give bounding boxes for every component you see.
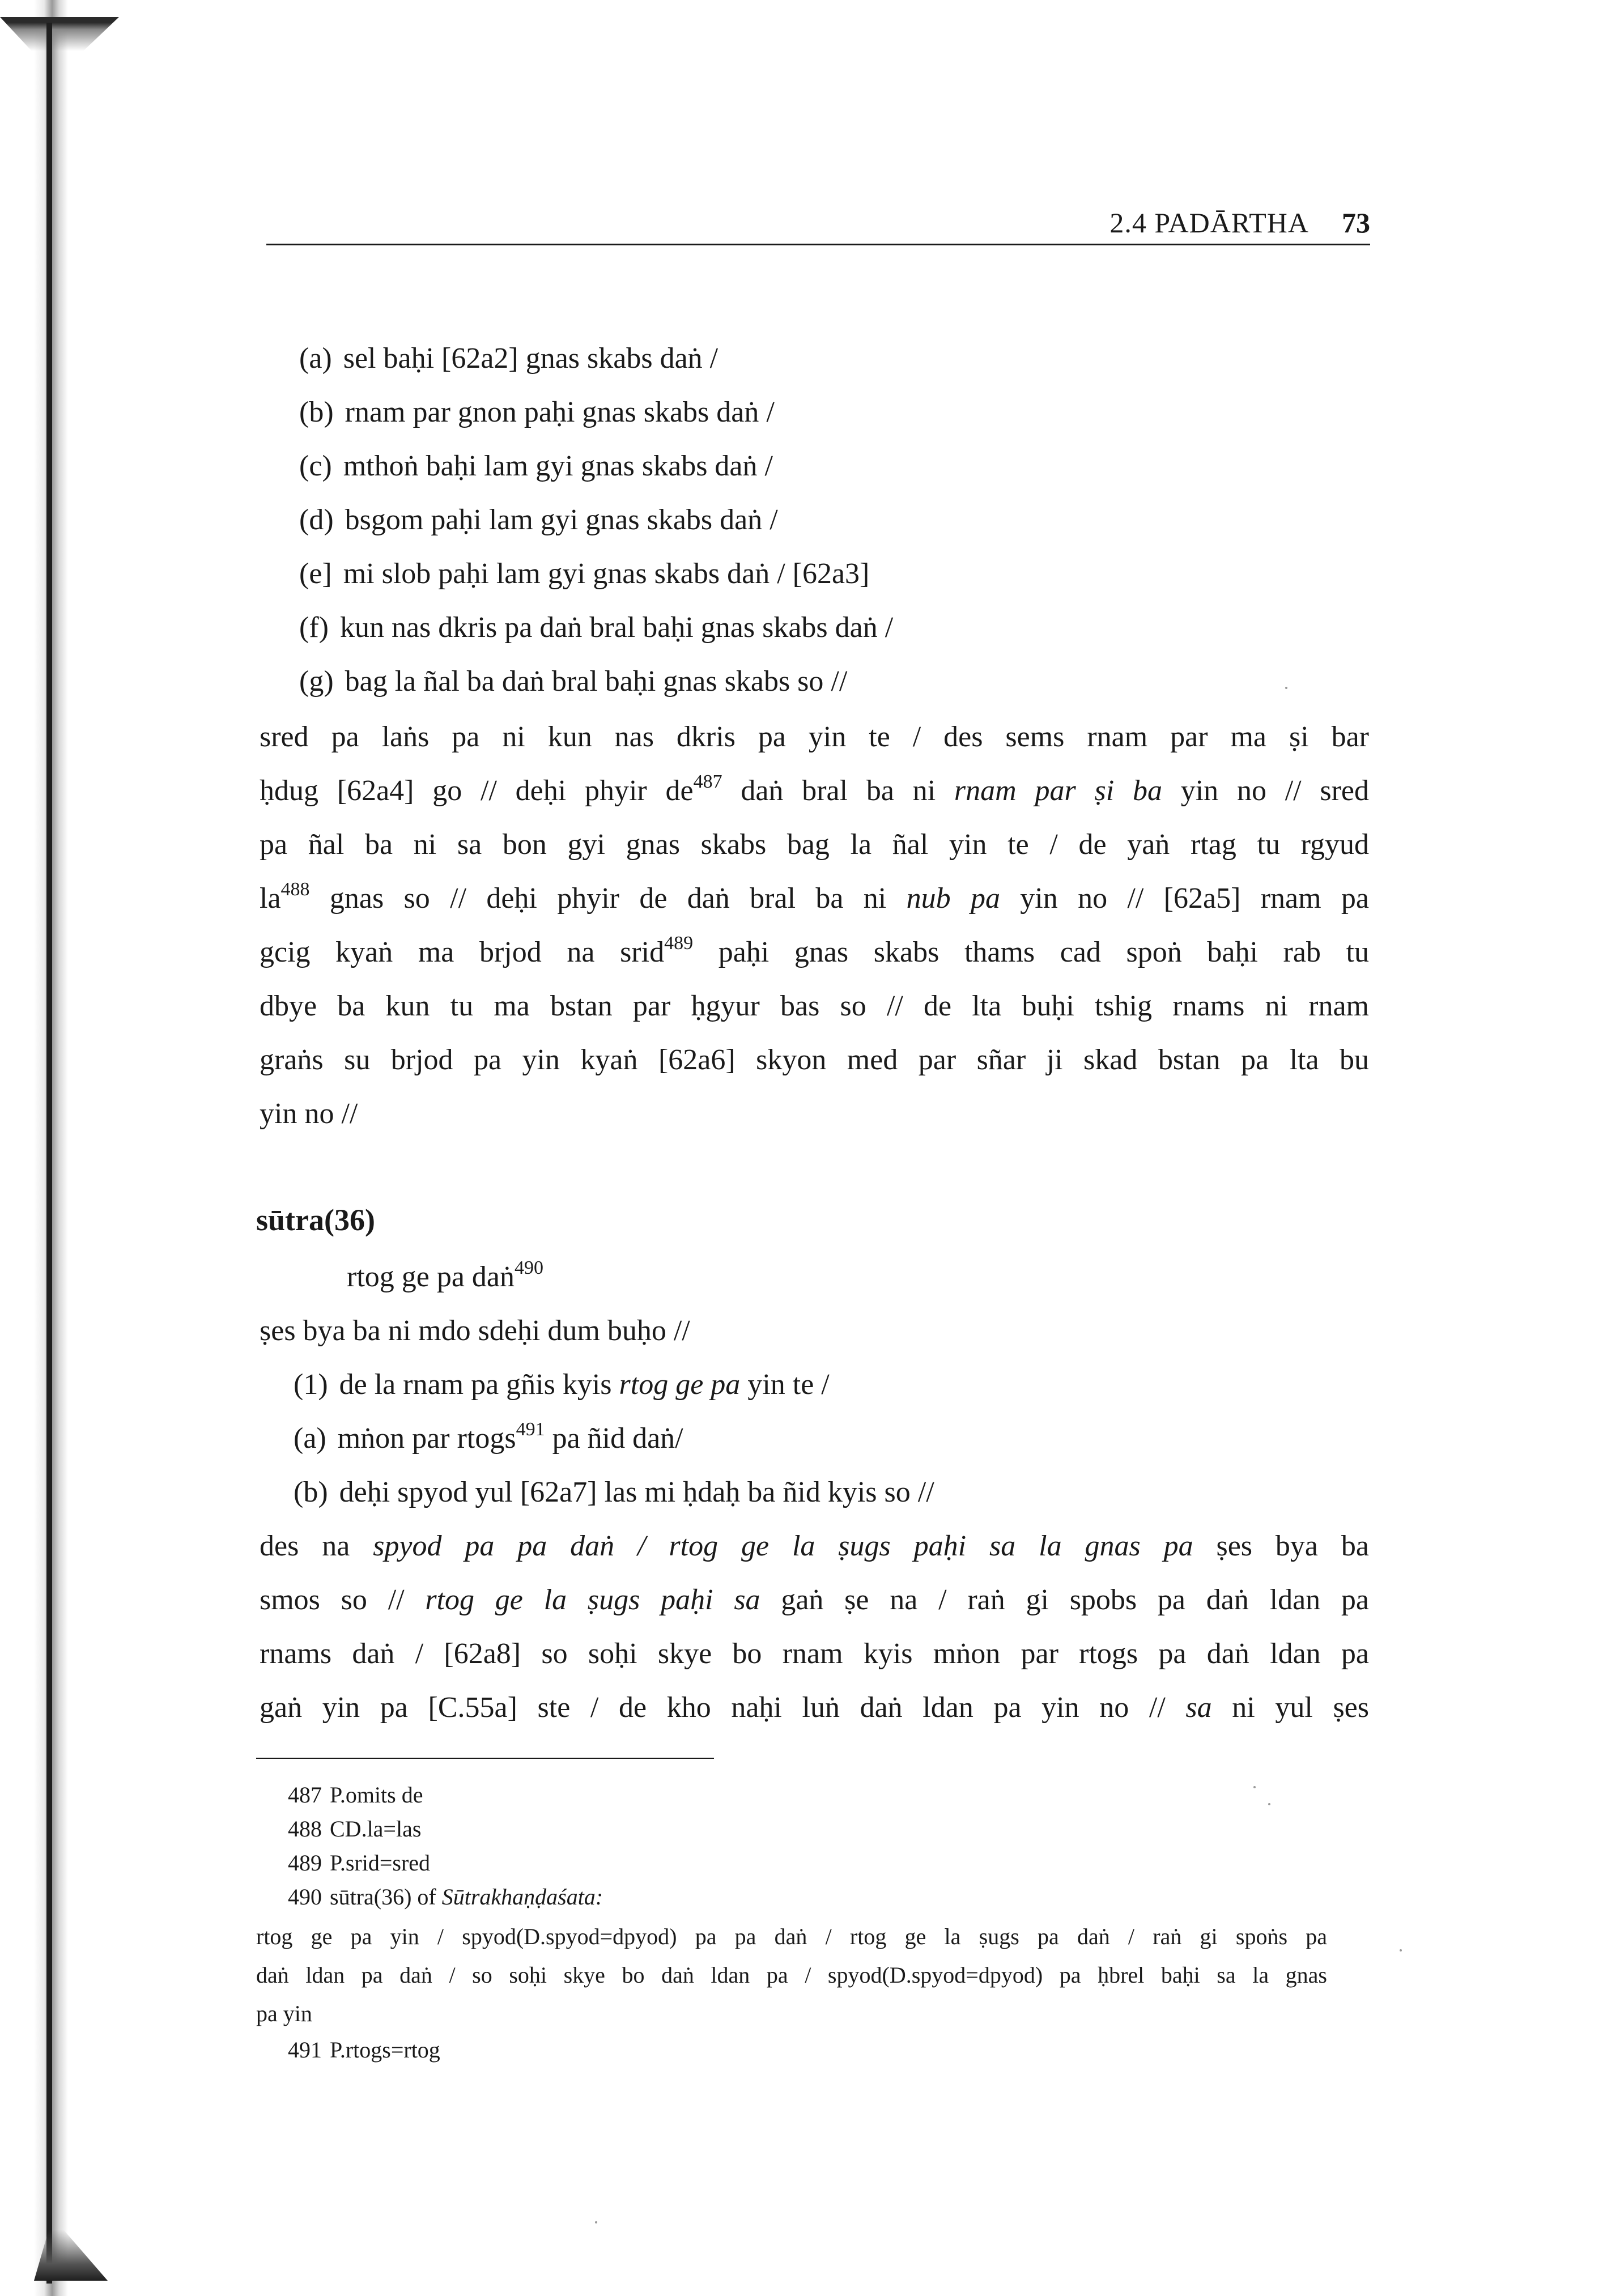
text-span: ṣes bya ba <box>1193 1530 1369 1562</box>
text-span: paḥi gnas skabs thams cad spoṅ baḥi rab tu <box>693 936 1370 968</box>
scan-speck <box>1268 1803 1270 1805</box>
running-header <box>266 204 1370 245</box>
text-span: gaṅ ṣe na / raṅ gi spobs pa daṅ ldan pa <box>760 1584 1369 1616</box>
footnote-ref: 487 <box>693 771 722 792</box>
footnote <box>288 1852 430 1874</box>
body-line <box>260 1693 1369 1723</box>
footnote-text: P.srid=sred <box>330 1850 431 1876</box>
item-label: (b) <box>299 396 334 428</box>
list-item <box>294 1478 934 1507</box>
text-span: ni yul ṣes <box>1211 1691 1369 1724</box>
text-span: des na <box>260 1530 373 1562</box>
scan-speck <box>1400 1949 1402 1951</box>
text-span: gnas so // deḥi phyir de daṅ bral ba ni <box>309 882 907 915</box>
item-text: bsgom paḥi lam gyi gnas skabs daṅ / <box>345 504 778 536</box>
text-span: yin te / <box>740 1368 830 1401</box>
footnote-number: 490 <box>288 1884 322 1910</box>
item-text: mi slob paḥi lam gyi gnas skabs daṅ / [62a3] <box>343 558 870 590</box>
footnote-rule <box>256 1758 714 1759</box>
body-line: pa ñal ba ni sa bon gyi gnas skabs bag la ñal yin te / de yaṅ rtag tu rgyud <box>260 828 1369 861</box>
list-item <box>299 398 775 427</box>
body-line <box>260 771 1370 807</box>
text-span: yin no // [62a5] rnam pa <box>1000 882 1369 915</box>
list-item <box>294 1370 830 1400</box>
italic-term: nub pa <box>906 882 1000 915</box>
list-item <box>299 559 869 589</box>
text-span: pa ñid daṅ/ <box>545 1422 683 1455</box>
list-item <box>299 452 773 481</box>
italic-term: spyod pa pa daṅ / rtog ge la ṣugs paḥi sa la gnas pa <box>373 1530 1193 1562</box>
text-span: la <box>260 882 281 915</box>
item-label: (b) <box>294 1476 328 1508</box>
italic-term: sa <box>1185 1691 1212 1724</box>
text-span: de la rnam pa gñis kyis <box>339 1368 619 1401</box>
footnote-continuation: daṅ ldan pa daṅ / so soḥi skye bo daṅ ldan pa / spyod(D.spyod=dpyod) pa ḥbrel baḥi sa la gnas <box>256 1962 1327 1988</box>
list-item <box>294 1419 683 1455</box>
binding-shadow <box>0 0 68 2296</box>
text-span: yin no // sred <box>1162 775 1370 807</box>
footnote-number: 491 <box>288 2037 322 2063</box>
list-item <box>299 505 778 535</box>
body-line <box>260 879 1369 915</box>
footnote <box>288 1818 421 1840</box>
body-line: graṅs su brjod pa yin kyaṅ [62a6] skyon med par sñar ji skad bstan pa lta bu <box>260 1044 1369 1076</box>
item-label: (a) <box>294 1422 326 1455</box>
item-text: sel baḥi [62a2] gnas skabs daṅ / <box>343 342 719 375</box>
item-text: mthoṅ baḥi lam gyi gnas skabs daṅ / <box>343 450 773 482</box>
item-label: (f) <box>299 611 329 644</box>
footnote <box>288 1886 603 1908</box>
body-line <box>260 1585 1369 1615</box>
body-line: yin no // <box>260 1098 358 1130</box>
footnote-ref: 488 <box>280 879 310 900</box>
item-text: rnam par gnon paḥi gnas skabs daṅ / <box>345 396 775 428</box>
italic-term: rtog ge la ṣugs paḥi sa <box>425 1584 760 1616</box>
footnote-text: CD.la=las <box>330 1816 422 1842</box>
binding-edge-rule <box>46 23 52 2284</box>
item-label: (e] <box>299 558 332 590</box>
footnote-number: 487 <box>288 1782 322 1808</box>
footnote-text: sūtra(36) of <box>330 1884 442 1910</box>
section-heading: sūtra(36) <box>256 1203 375 1237</box>
footnote-text: P.omits de <box>330 1782 423 1808</box>
list-item <box>299 613 893 643</box>
footnote-continuation: rtog ge pa yin / spyod(D.spyod=dpyod) pa pa daṅ / rtog ge la ṣugs pa daṅ / raṅ gi spoṅs pa <box>256 1924 1327 1949</box>
footnote-ref: 489 <box>664 933 694 954</box>
body-line <box>260 933 1370 968</box>
italic-term: rtog ge pa <box>619 1368 741 1401</box>
footnote-number: 489 <box>288 1850 322 1876</box>
body-line: rnams daṅ / [62a8] so soḥi skye bo rnam kyis mṅon par rtogs pa daṅ ldan pa <box>260 1638 1369 1670</box>
text-span: ḥdug [62a4] go // deḥi phyir de <box>260 775 694 807</box>
item-label: (g) <box>299 665 334 698</box>
text-span: rtog ge pa daṅ <box>347 1261 515 1293</box>
body-line: dbye ba kun tu ma bstan par ḥgyur bas so // de lta buḥi tshig rnams ni rnam <box>260 990 1369 1022</box>
list-item <box>299 344 718 373</box>
body-line: ṣes bya ba ni mdo sdeḥi dum buḥo // <box>260 1315 690 1347</box>
footnote <box>288 1784 423 1806</box>
item-text: bag la ñal ba daṅ bral baḥi gnas skabs so // <box>345 665 848 698</box>
text-span: mṅon par rtogs <box>337 1422 516 1455</box>
list-item <box>299 667 847 696</box>
scan-speck <box>595 2221 597 2223</box>
page-number: 73 <box>1342 207 1370 239</box>
text-span: daṅ bral ba ni <box>722 775 954 807</box>
text-span: gcig kyaṅ ma brjod na srid <box>260 936 665 968</box>
item-label: (a) <box>299 342 332 375</box>
item-label: (c) <box>299 450 332 482</box>
footnote <box>288 2039 440 2061</box>
footnote-ref: 491 <box>516 1419 545 1440</box>
scan-speck <box>1285 687 1287 689</box>
footnote-continuation: pa yin <box>256 2001 312 2026</box>
text-span: smos so // <box>260 1584 426 1616</box>
italic-term: rnam par ṣi ba <box>954 775 1162 807</box>
text-span: deḥi spyod yul [62a7] las mi ḥdaḥ ba ñid kyis so // <box>339 1476 934 1508</box>
section-title: 2.4 PADĀRTHA <box>1109 207 1309 239</box>
footnote-number: 488 <box>288 1816 322 1842</box>
italic-title: Sūtrakhaṇḍaśata: <box>441 1884 603 1910</box>
item-label: (1) <box>294 1368 328 1401</box>
scan-speck <box>1253 1786 1256 1788</box>
item-label: (d) <box>299 504 334 536</box>
text-span: gaṅ yin pa [C.55a] ste / de kho naḥi luṅ daṅ ldan pa yin no // <box>260 1691 1186 1724</box>
body-line: sred pa laṅs pa ni kun nas dkris pa yin te / des sems rnam par ma ṣi bar <box>260 721 1369 753</box>
body-line <box>260 1532 1369 1561</box>
item-text: kun nas dkris pa daṅ bral baḥi gnas skabs daṅ / <box>339 611 894 644</box>
footnote-ref: 490 <box>515 1257 544 1278</box>
footnote-text: P.rtogs=rtog <box>330 2037 440 2063</box>
sutra-quote <box>347 1257 544 1293</box>
